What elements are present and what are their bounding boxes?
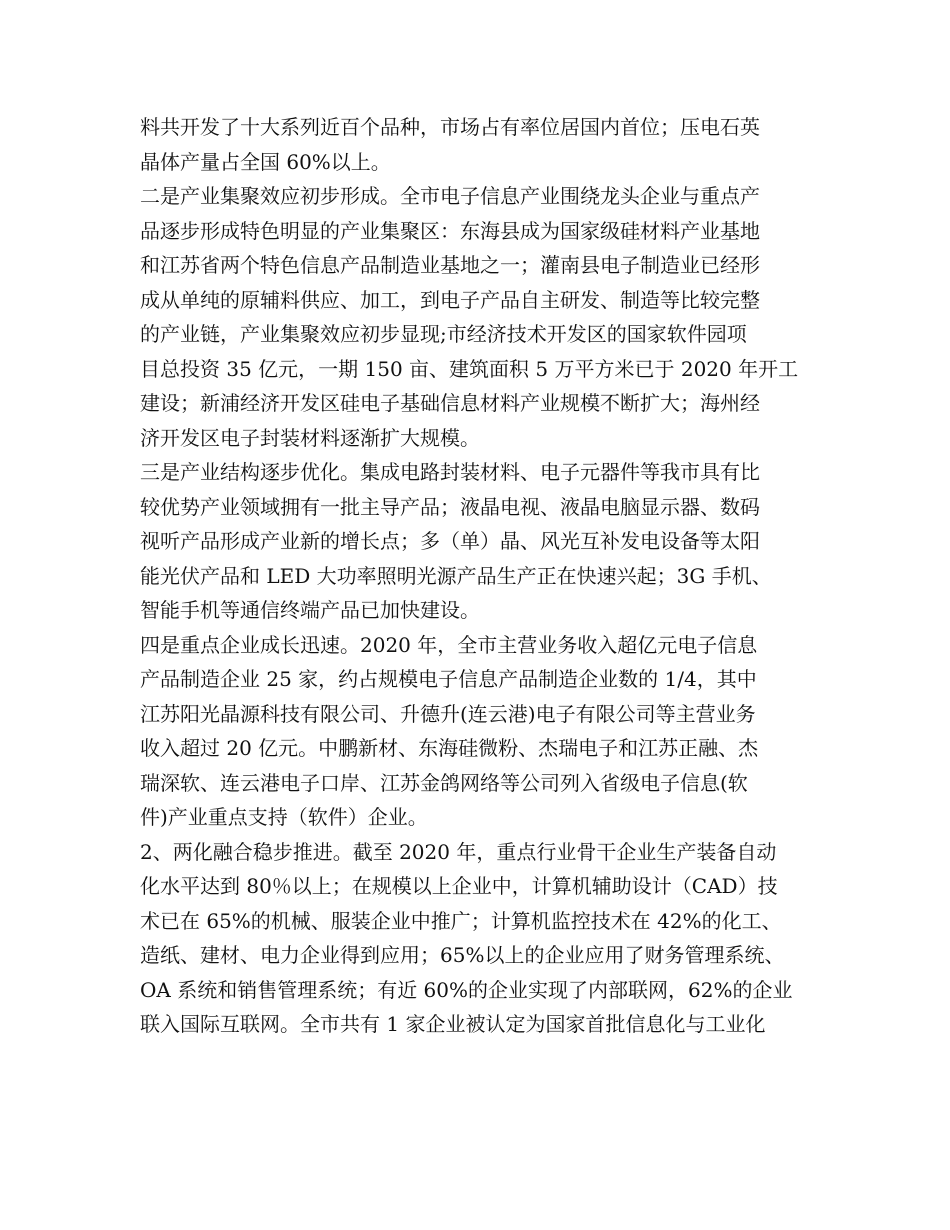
text-line: 料共开发了十大系列近百个品种，市场占有率位居国内首位；压电石英 (140, 115, 760, 139)
text-line: 江苏阳光晶源科技有限公司、升德升(连云港)电子有限公司等主营业务 (140, 701, 756, 726)
text-line: 2、两化融合稳步推进。截至 2020 年，重点行业骨干企业生产装备自动 (140, 839, 777, 864)
text-line: 目总投资 35 亿元，一期 150 亩、建筑面积 5 万平方米已于 2020 年开工 (140, 356, 799, 381)
text-line: 收入超过 20 亿元。中鹏新材、东海硅微粉、杰瑞电子和江苏正融、杰 (140, 736, 759, 760)
text-line: 二是产业集聚效应初步形成。全市电子信息产业围绕龙头企业与重点产 (140, 184, 760, 208)
text-line: 瑞深软、连云港电子口岸、江苏金鸽网络等公司列入省级电子信息(软 (140, 770, 748, 795)
body-text (140, 110, 840, 1042)
text-line: 成从单纯的原辅料供应、加工，到电子产品自主研发、制造等比较完整 (140, 287, 760, 312)
text-line: 能光伏产品和 LED 大功率照明光源产品生产正在快速兴起；3G 手机、 (140, 563, 772, 588)
text-line: 的产业链，产业集聚效应初步显现;市经济技术开发区的国家软件园项 (140, 322, 747, 346)
text-line: 产品制造企业 25 家，约占规模电子信息产品制造企业数的 1/4，其中 (140, 667, 757, 691)
text-line: 联入国际互联网。全市共有 1 家企业被认定为国家首批信息化与工业化 (140, 1012, 766, 1036)
text-line: 智能手机等通信终端产品已加快建设。 (140, 598, 480, 622)
text-line: 四是重点企业成长迅速。2020 年，全市主营业务收入超亿元电子信息 (140, 632, 758, 657)
text-line: 济开发区电子封装材料逐渐扩大规模。 (140, 425, 480, 450)
text-line: 晶体产量占全国 60%以上。 (140, 149, 391, 174)
text-line: 件)产业重点支持（软件）企业。 (140, 805, 428, 829)
text-line: 品逐步形成特色明显的产业集聚区：东海县成为国家级硅材料产业基地 (140, 218, 760, 243)
text-line: 和江苏省两个特色信息产品制造业基地之一；灌南县电子制造业已经形 (140, 253, 760, 277)
text-line: 造纸、建材、电力企业得到应用；65%以上的企业应用了财务管理系统、 (140, 943, 785, 967)
text-line: OA 系统和销售管理系统；有近 60%的企业实现了内部联网，62%的企业 (140, 977, 793, 1002)
text-line: 视听产品形成产业新的增长点；多（单）晶、风光互补发电设备等太阳 (140, 529, 760, 553)
text-line: 三是产业结构逐步优化。集成电路封装材料、电子元器件等我市具有比 (140, 460, 760, 484)
text-line: 化水平达到 80％以上；在规模以上企业中，计算机辅助设计（CAD）技 (140, 874, 778, 898)
text-line: 术已在 65%的机械、服装企业中推广；计算机监控技术在 42%的化工、 (140, 908, 782, 933)
text-line: 建设；新浦经济开发区硅电子基础信息材料产业规模不断扩大；海州经 (140, 391, 760, 415)
text-line: 较优势产业领域拥有一批主导产品；液晶电视、液晶电脑显示器、数码 (140, 494, 760, 519)
